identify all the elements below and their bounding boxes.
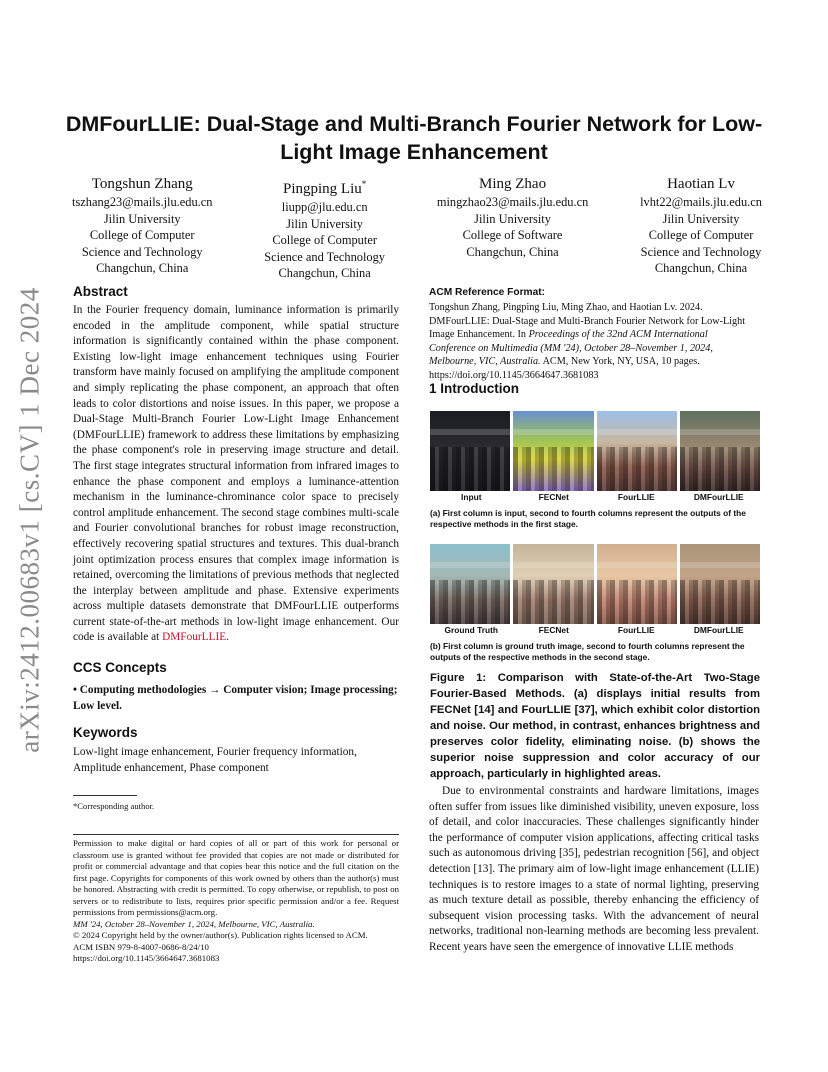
figure-label: FourLLIE — [617, 625, 655, 635]
isbn-line: ACM ISBN 979-8-4007-0686-8/24/10 — [73, 941, 209, 952]
author-email: liupp@jlu.edu.cn — [281, 200, 368, 214]
author-email: mingzhao23@mails.jlu.edu.cn — [436, 195, 589, 209]
code-link[interactable]: DMFourLLIE — [162, 631, 227, 644]
figure-image-fourllie — [597, 411, 677, 491]
reference-publisher: ACM, New York, NY, USA, 10 pages. https://doi.org/10.1145/3664647.3681083 — [429, 356, 700, 381]
doi-link[interactable]: https://doi.org/10.1145/3664647.3681083 — [73, 953, 220, 963]
keywords-list: Low-light image enhancement, Fourier frequency information, Amplitude enhancement, Phase component — [73, 746, 357, 774]
author-4 — [640, 174, 762, 282]
author-name: Tongshun Zhang — [91, 176, 193, 192]
author-name: Haotian Lv — [667, 176, 735, 192]
abstract-body — [73, 303, 399, 646]
abstract-end: . — [226, 631, 229, 644]
figure-row-first-stage — [430, 411, 760, 491]
paper-title: DMFourLLIE: Dual-Stage and Multi-Branch Fourier Network for Low-Light Image Enhancement — [65, 112, 763, 164]
permission-notice: Permission to make digital or hard copies of all or part of this work for personal or classroom use is granted without fee provided that copies are not made or distributed for profit or commercial advantage and that copies bear this notice and the full citation on the first page. Copyrights for components of this work owned by others than the author(s) must be honored. Abstracting with credit is permitted. To copy otherwise, or republish, to post on servers or to redistribute to lists, requires prior specific permission and/or a fee. Request permissions from permissions@acm.org. — [73, 838, 399, 917]
author-affiliation: Jilin University — [662, 211, 740, 226]
figure-image-ground-truth — [430, 544, 510, 624]
arxiv-stamp — [12, 287, 48, 753]
reference-format-body — [429, 301, 756, 383]
footnote-corresponding: *Corresponding author. — [73, 801, 155, 811]
introduction-body: Due to environmental constraints and hardware limitations, images often suffer from issues like diminished visibility, uneven exposure, loss of detail, and color inaccuracies. These challenges significantly hinder the performance of computer vision applications, affecting critical tasks such as autonomous driving [35], pedestrian recognition [56], and object detection [13]. The primary aim of low-light image enhancement (LLIE) techniques is to restore images to a state of normal lighting, preserving as much texture detail as possible, thereby enhancing the efficiency of subsequent vision processing tasks. With the advancement of neural networks, traditional non-learning methods are becoming less prevalent. Recent years have seen the emergence of innovative LLIE methods — [429, 785, 759, 953]
introduction-heading: 1 Introduction — [429, 381, 519, 396]
author-name-line — [264, 174, 385, 199]
figure-labels-second-stage — [430, 625, 760, 635]
author-name: Ming Zhao — [479, 176, 547, 192]
figure-image-fecnet — [513, 544, 593, 624]
author-block — [72, 174, 762, 282]
figure-label: FECNet — [538, 625, 569, 635]
author-3 — [437, 174, 588, 282]
figure-image-dmfourllie — [680, 544, 760, 624]
author-affiliation: College of Computer — [648, 228, 754, 242]
ccs-concepts: • Computing methodologies → Computer vision; Image processing; Low level. — [73, 684, 398, 712]
permission-block — [73, 838, 399, 965]
subfigure-caption-b: (b) First column is ground truth image, second to fourth columns represent the outputs of the respective methods in the second stage. — [430, 641, 745, 662]
abstract-text: In the Fourier frequency domain, luminance information is primarily encoded in the amplitude component, while spatial structure information is significantly contained within the phase component. Existing low-light image enhancement techniques using Fourier transform have mainly focused on amplifying the amplitude component and simply replicating the phase component, an approach that often leads to color distortions and noise issues. In this paper, we propose a Dual-Stage Multi-Branch Fourier Low-Light Image Enhancement (DMFourLLIE) framework to address these limitations by emphasizing the phase component's role in preserving image structure and detail. The first stage integrates structural information from infrared images to enhance the phase component and employs a luminance-attention mechanism in the luminance-chrominance color space to precisely control amplitude enhancement. The second stage combines multi-scale and Fourier convolutional branches for robust image reconstruction, effectively recovering spatial structures and textures. This dual-branch joint optimization process ensures that complex image information is retained, overcoming the limitations of previous methods that neglected the interplay between amplitude and phase. Extensive experiments across multiple datasets demonstrate that DMFourLLIE outperforms current state-of-the-art methods in low-light image enhancement. Our code is available at — [73, 304, 399, 644]
ccs-heading: CCS Concepts — [73, 660, 167, 675]
author-affiliation: Changchun, China — [654, 261, 748, 275]
author-affiliation: College of Software — [462, 228, 563, 242]
figure-image-fourllie — [597, 544, 677, 624]
figure-label: FourLLIE — [617, 492, 655, 502]
author-affiliation: College of Computer — [272, 233, 377, 247]
abstract-heading: Abstract — [73, 284, 128, 299]
reference-proceedings: Proceedings of the 32nd ACM International Conference on Multimedia (MM '24), October 28–November 1, 2024, Melbourne, VIC, Australia. — [429, 329, 713, 368]
author-email: tszhang23@mails.jlu.edu.cn — [72, 195, 213, 209]
author-affiliation: Science and Technology — [81, 244, 203, 259]
figure-image-dmfourllie — [680, 411, 760, 491]
figure-row-second-stage — [430, 544, 760, 624]
author-affiliation: Science and Technology — [640, 244, 762, 259]
author-affiliation: Jilin University — [474, 211, 551, 226]
corresponding-mark: * — [361, 179, 367, 189]
figure-label: FECNet — [538, 492, 569, 502]
figure-labels-first-stage — [430, 492, 760, 502]
figure-label: Ground Truth — [444, 625, 498, 635]
figure-image-fecnet — [513, 411, 593, 491]
figure-label: Input — [461, 492, 482, 502]
keywords-heading: Keywords — [73, 725, 138, 740]
reference-text: Tongshun Zhang, Pingping Liu, Ming Zhao, and Haotian Lv. 2024. DMFourLLIE: Dual-Stage and Multi-Branch Fourier Network for Low-Light Image Enhancement. In — [429, 302, 746, 341]
author-2 — [264, 174, 385, 282]
figure-label: DMFourLLIE — [693, 625, 744, 635]
venue-line: MM '24, October 28–November 1, 2024, Melbourne, VIC, Australia. — [73, 918, 315, 929]
author-affiliation: Changchun, China — [278, 266, 371, 280]
subfigure-caption-a: (a) First column is input, second to fourth columns represent the outputs of the respective methods in the first stage. — [430, 508, 746, 529]
author-1 — [72, 174, 212, 282]
arxiv-identifier: arXiv:2412.00683v1 [cs.CV] 1 Dec 2024 — [14, 287, 45, 753]
author-affiliation: Jilin University — [103, 211, 181, 226]
author-affiliation: Changchun, China — [96, 261, 189, 275]
footnote-rule — [73, 795, 137, 796]
permission-rule — [73, 834, 399, 835]
figure-image-input — [430, 411, 510, 491]
author-name: Pingping Liu — [283, 181, 362, 197]
author-affiliation: Jilin University — [286, 216, 364, 231]
author-affiliation: Changchun, China — [466, 244, 559, 259]
author-email: lvht22@mails.jlu.edu.cn — [640, 195, 762, 209]
author-affiliation: College of Computer — [89, 228, 195, 242]
reference-format-heading: ACM Reference Format: — [429, 287, 546, 298]
figure-label: DMFourLLIE — [693, 492, 744, 502]
copyright-line: © 2024 Copyright held by the owner/author(s). Publication rights licensed to ACM. — [73, 930, 368, 940]
author-affiliation: Science and Technology — [264, 249, 385, 264]
figure-caption: Figure 1: Comparison with State-of-the-Art Two-Stage Fourier-Based Methods. (a) displays initial results from FECNet [14] and FourLLIE [37], which exhibit color distortion and noise. Our method, in contrast, enhances brightness and preserves color fidelity, eliminating noise. (b) shows the superior noise suppression and color accuracy of our approach, particularly in highlighted areas. — [430, 672, 760, 780]
